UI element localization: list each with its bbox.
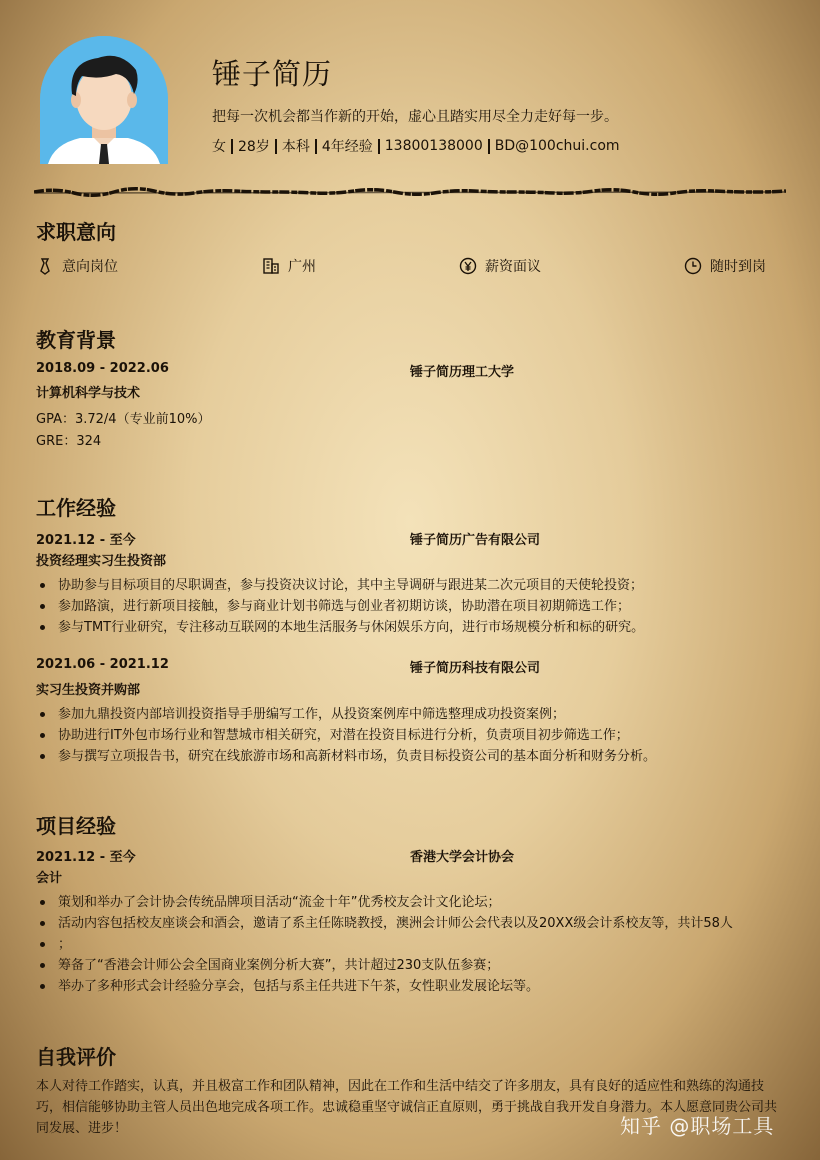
job-company: 锤子简历科技有限公司 — [410, 661, 541, 676]
list-item: 举办了多种形式会计经验分享会，包括与系主任共进下午茶，女性职业发展论坛等。 — [36, 976, 786, 997]
info-phone: 13800138000 — [384, 138, 483, 154]
section-title-education: 教育背景 — [36, 328, 116, 352]
list-item: ； — [36, 934, 786, 955]
self-evaluation-text: 本人对待工作踏实，认真，并且极富工作和团队精神，因此在工作和生活中结交了许多朋友，具有良好的适应性和熟练的沟通技巧，相信能够协助主管人员出色地完成各项工作。忠诚稳重坚守诚信正直原则，勇于挑战自我开发自身潜力。本人愿意同贵公司共同发展、进步！ — [36, 1079, 778, 1136]
info-separator — [378, 139, 380, 154]
info-separator — [315, 139, 317, 154]
basic-info — [212, 136, 620, 156]
intent-availability-label: 随时到岗 — [710, 259, 766, 275]
info-age: 28岁 — [238, 139, 270, 155]
info-email: BD@100chui.com — [494, 138, 620, 154]
motto: 把每一次机会都当作新的开始，虚心且踏实用尽全力走好每一步。 — [212, 109, 618, 125]
project-duties — [36, 892, 786, 997]
job-duties — [36, 575, 786, 638]
list-item: 活动内容包括校友座谈会和酒会，邀请了系主任陈晓教授，澳洲会计师公会代表以及20XX级会计系校友等，共计58人 — [36, 913, 786, 934]
intent-position — [36, 256, 118, 276]
info-experience: 4年经验 — [321, 139, 373, 155]
project-period: 2021.12 - 至今 — [36, 850, 136, 865]
info-separator — [231, 139, 233, 154]
tie-icon — [36, 257, 54, 275]
list-item: 参加路演，进行新项目接触，参与商业计划书筛选与创业者初期访谈，协助潜在项目初期筛选工作； — [36, 596, 786, 617]
section-title-intent: 求职意向 — [36, 220, 116, 244]
building-icon — [262, 257, 280, 275]
education-school: 锤子简历理工大学 — [410, 365, 515, 380]
info-separator — [275, 139, 277, 154]
education-major: 计算机科学与技术 — [36, 386, 141, 401]
info-gender: 女 — [212, 139, 226, 155]
list-item: 策划和举办了会计协会传统品牌项目活动“流金十年”优秀校友会计文化论坛； — [36, 892, 786, 913]
intent-availability — [684, 256, 766, 276]
info-degree: 本科 — [281, 139, 310, 155]
watermark: 知乎 @职场工具 — [620, 1114, 775, 1138]
list-item: 参加九鼎投资内部培训投资指导手册编写工作，从投资案例库中筛选整理成功投资案例； — [36, 704, 786, 725]
yen-icon — [459, 257, 477, 275]
project-org: 香港大学会计协会 — [410, 850, 515, 865]
intent-position-label: 意向岗位 — [62, 259, 118, 275]
project-role: 会计 — [36, 871, 63, 886]
intent-city-label: 广州 — [288, 259, 316, 275]
education-gpa: GPA：3.72/4（专业前10%） — [36, 412, 211, 427]
job-role: 投资经理实习生投资部 — [36, 554, 167, 569]
list-item: 筹备了“香港会计师公会全国商业案例分析大赛”，共计超过230支队伍参赛； — [36, 955, 786, 976]
intent-city — [262, 256, 316, 276]
list-item: 参与撰写立项报告书，研究在线旅游市场和高新材料市场，负责目标投资公司的基本面分析和财务分析。 — [36, 746, 786, 767]
job-period: 2021.12 - 至今 — [36, 533, 136, 548]
avatar-illustration — [40, 36, 168, 164]
section-title-self: 自我评价 — [36, 1045, 116, 1069]
section-title-work: 工作经验 — [36, 496, 116, 520]
clock-icon — [684, 257, 702, 275]
job-period: 2021.06 - 2021.12 — [36, 657, 169, 672]
list-item: 参与TMT行业研究，专注移动互联网的本地生活服务与休闲娱乐方向，进行市场规模分析和标的研究。 — [36, 617, 786, 638]
header-divider — [34, 186, 786, 198]
job-role: 实习生投资并购部 — [36, 683, 141, 698]
section-title-project: 项目经验 — [36, 814, 116, 838]
job-company: 锤子简历广告有限公司 — [410, 533, 541, 548]
info-separator — [488, 139, 490, 154]
job-duties — [36, 704, 786, 767]
education-period: 2018.09 - 2022.06 — [36, 361, 169, 376]
avatar — [40, 36, 168, 164]
intent-salary — [459, 256, 541, 276]
education-gre: GRE：324 — [36, 434, 102, 449]
intent-salary-label: 薪资面议 — [485, 259, 541, 275]
list-item: 协助进行IT外包市场行业和智慧城市相关研究，对潜在投资目标进行分析，负责项目初步筛选工作； — [36, 725, 786, 746]
candidate-name: 锤子简历 — [212, 57, 333, 91]
list-item: 协助参与目标项目的尽职调查，参与投资决议讨论，其中主导调研与跟进某二次元项目的天使轮投资； — [36, 575, 786, 596]
